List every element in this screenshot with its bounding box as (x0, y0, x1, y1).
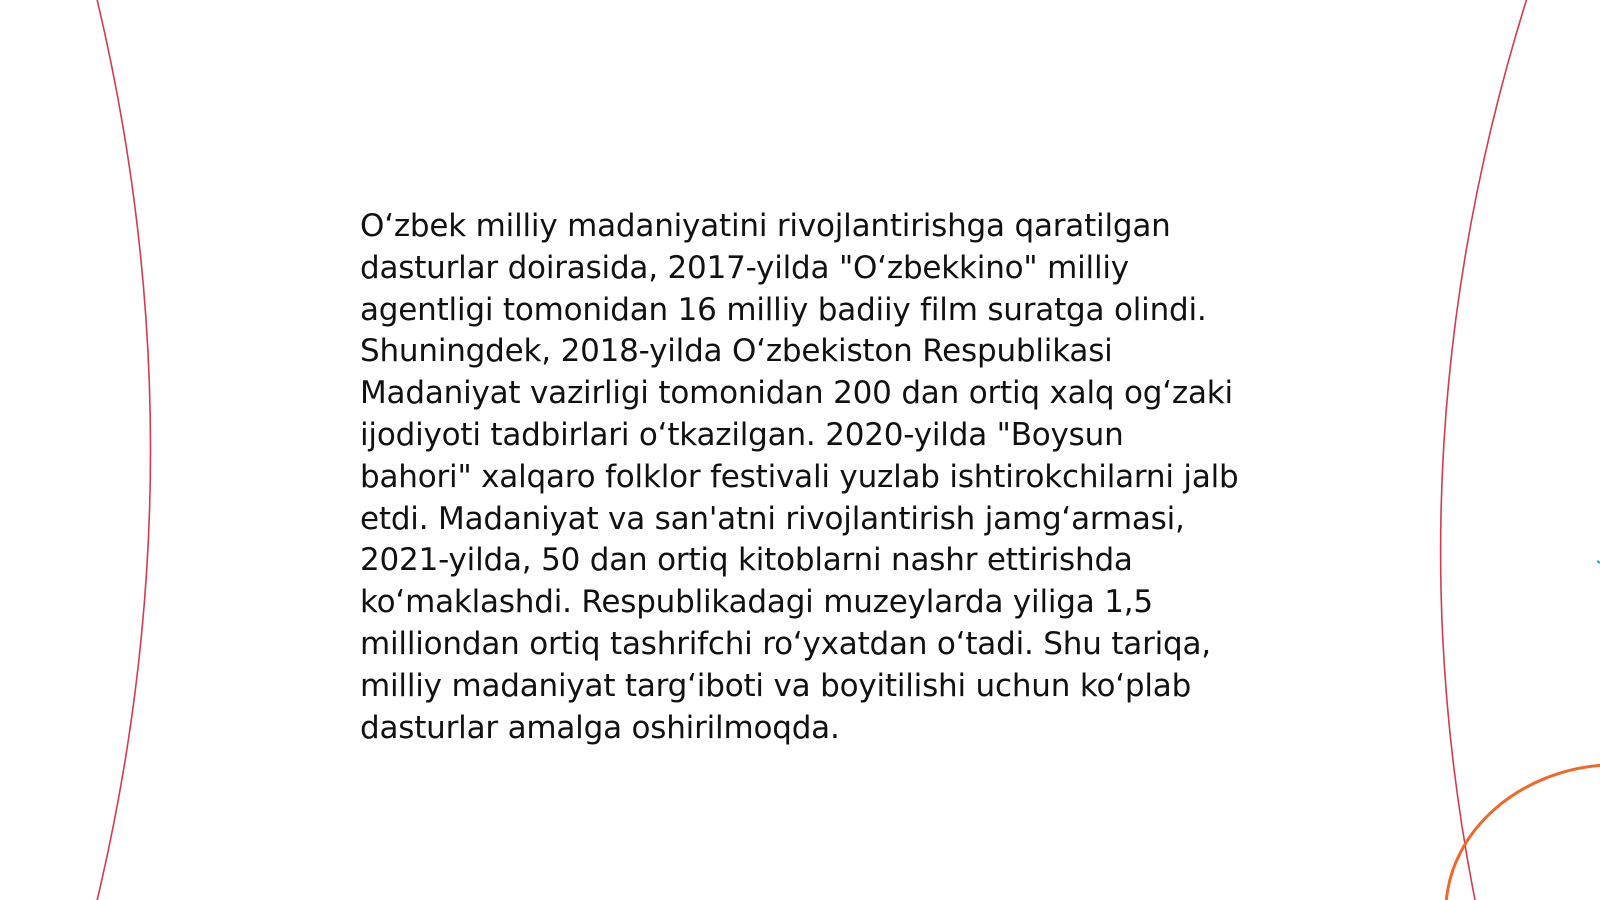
orange-circle-arc (1446, 765, 1600, 900)
right-red-curve (1441, 0, 1528, 900)
left-red-curve (96, 0, 151, 900)
body-paragraph: O‘zbek milliy madaniyatini rivojlantirishga qaratilgan dasturlar doirasida, 2017-yilda "O‘zbekkino" milliy agentligi tomonidan 16 milliy badiiy film suratga olindi. Shuningdek, 2018-yilda O‘zbekiston Respublikasi Madaniyat vazirligi tomonidan 200 dan ortiq xalq og‘zaki ijodiyoti tadbirlari o‘tkazilgan. 2020-yilda "Boysun bahori" xalqaro folklor festivali yuzlab ishtirokchilarni jalb etdi. Madaniyat va san'atni rivojlantirish jamg‘armasi, 2021-yilda, 50 dan ortiq kitoblarni nashr ettirishda ko‘maklashdi. Respublikadagi muzeylarda yiliga 1,5 milliondan ortiq tashrifchi ro‘yxatdan o‘tadi. Shu tariqa, milliy madaniyat targ‘iboti va boyitilishi uchun ko‘plab dasturlar amalga oshirilmoqda. (360, 208, 1239, 746)
